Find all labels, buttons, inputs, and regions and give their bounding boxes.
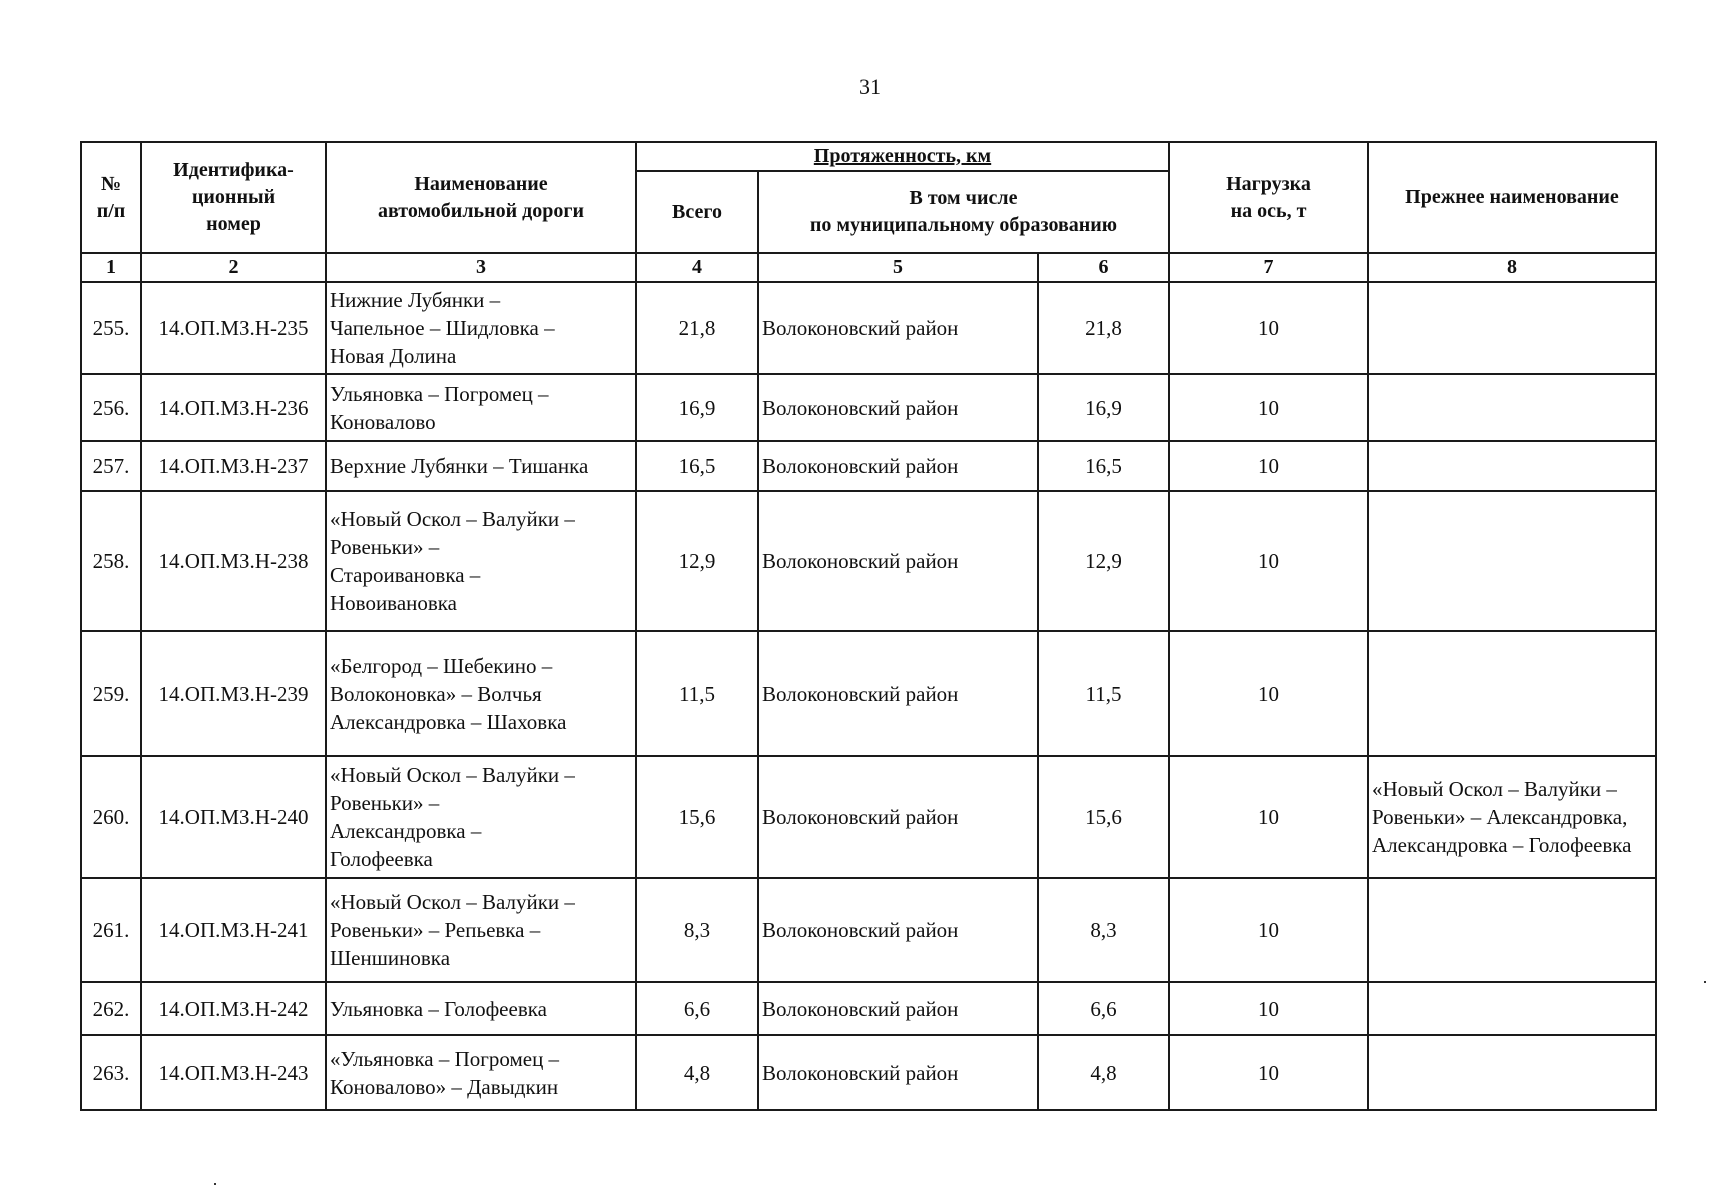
table-row bbox=[81, 756, 1656, 878]
axle-load: 10 bbox=[1169, 441, 1368, 491]
length-total: 21,8 bbox=[636, 282, 758, 374]
road-id: 14.ОП.МЗ.Н-240 bbox=[141, 756, 326, 878]
district-length: 21,8 bbox=[1038, 282, 1169, 374]
axle-load: 10 bbox=[1169, 756, 1368, 878]
table-body bbox=[81, 282, 1656, 1110]
road-name: Ульяновка – Голофеевка bbox=[326, 982, 636, 1035]
header-id: Идентифика- ционный номер bbox=[141, 142, 326, 253]
district-length: 15,6 bbox=[1038, 756, 1169, 878]
district-length: 11,5 bbox=[1038, 631, 1169, 756]
table-row bbox=[81, 491, 1656, 631]
previous-name bbox=[1368, 491, 1656, 631]
table-row bbox=[81, 374, 1656, 441]
previous-name bbox=[1368, 374, 1656, 441]
axle-load: 10 bbox=[1169, 282, 1368, 374]
length-total: 16,9 bbox=[636, 374, 758, 441]
road-name: «Новый Оскол – Валуйки – Ровеньки» – Александровка – Голофеевка bbox=[326, 756, 636, 878]
column-number: 8 bbox=[1368, 253, 1656, 282]
header-length-group-label: Протяженность, км bbox=[813, 145, 992, 167]
page-number: 31 bbox=[859, 74, 881, 99]
header-axle-load: Нагрузка на ось, т bbox=[1169, 142, 1368, 253]
road-id: 14.ОП.МЗ.Н-236 bbox=[141, 374, 326, 441]
district-name: Волоконовский район bbox=[758, 374, 1038, 441]
row-number: 262. bbox=[81, 982, 141, 1035]
road-name: «Ульяновка – Погромец – Коновалово» – Давыдкин bbox=[326, 1035, 636, 1110]
header-num: № п/п bbox=[81, 142, 141, 253]
axle-load: 10 bbox=[1169, 982, 1368, 1035]
scan-speck bbox=[214, 1183, 216, 1185]
road-id: 14.ОП.МЗ.Н-241 bbox=[141, 878, 326, 982]
previous-name bbox=[1368, 631, 1656, 756]
table-row bbox=[81, 1035, 1656, 1110]
row-number: 259. bbox=[81, 631, 141, 756]
road-id: 14.ОП.МЗ.Н-238 bbox=[141, 491, 326, 631]
row-number: 258. bbox=[81, 491, 141, 631]
axle-load: 10 bbox=[1169, 374, 1368, 441]
district-length: 8,3 bbox=[1038, 878, 1169, 982]
previous-name bbox=[1368, 282, 1656, 374]
table-row bbox=[81, 878, 1656, 982]
axle-load: 10 bbox=[1169, 631, 1368, 756]
length-total: 16,5 bbox=[636, 441, 758, 491]
district-name: Волоконовский район bbox=[758, 982, 1038, 1035]
roads-table bbox=[80, 141, 1657, 1111]
district-name: Волоконовский район bbox=[758, 878, 1038, 982]
row-number: 263. bbox=[81, 1035, 141, 1110]
road-name: «Новый Оскол – Валуйки – Ровеньки» – Репьевка – Шеншиновка bbox=[326, 878, 636, 982]
column-number: 6 bbox=[1038, 253, 1169, 282]
column-number-row bbox=[81, 253, 1656, 282]
axle-load: 10 bbox=[1169, 1035, 1368, 1110]
district-name: Волоконовский район bbox=[758, 282, 1038, 374]
road-name: Верхние Лубянки – Тишанка bbox=[326, 441, 636, 491]
road-name: «Новый Оскол – Валуйки – Ровеньки» – Староивановка – Новоивановка bbox=[326, 491, 636, 631]
row-number: 257. bbox=[81, 441, 141, 491]
district-length: 16,5 bbox=[1038, 441, 1169, 491]
previous-name bbox=[1368, 878, 1656, 982]
table-row bbox=[81, 441, 1656, 491]
header-length-group bbox=[636, 142, 1169, 171]
row-number: 261. bbox=[81, 878, 141, 982]
district-length: 12,9 bbox=[1038, 491, 1169, 631]
district-name: Волоконовский район bbox=[758, 756, 1038, 878]
table-row bbox=[81, 982, 1656, 1035]
district-length: 4,8 bbox=[1038, 1035, 1169, 1110]
road-id: 14.ОП.МЗ.Н-235 bbox=[141, 282, 326, 374]
row-number: 255. bbox=[81, 282, 141, 374]
road-id: 14.ОП.МЗ.Н-243 bbox=[141, 1035, 326, 1110]
header-total: Всего bbox=[636, 171, 758, 253]
column-number: 5 bbox=[758, 253, 1038, 282]
road-name: Ульяновка – Погромец – Коновалово bbox=[326, 374, 636, 441]
length-total: 15,6 bbox=[636, 756, 758, 878]
axle-load: 10 bbox=[1169, 491, 1368, 631]
column-number: 7 bbox=[1169, 253, 1368, 282]
district-name: Волоконовский район bbox=[758, 1035, 1038, 1110]
previous-name bbox=[1368, 982, 1656, 1035]
row-number: 260. bbox=[81, 756, 141, 878]
header-road-name: Наименование автомобильной дороги bbox=[326, 142, 636, 253]
previous-name bbox=[1368, 441, 1656, 491]
length-total: 11,5 bbox=[636, 631, 758, 756]
column-number: 3 bbox=[326, 253, 636, 282]
district-name: Волоконовский район bbox=[758, 631, 1038, 756]
length-total: 12,9 bbox=[636, 491, 758, 631]
table-row bbox=[81, 631, 1656, 756]
district-name: Волоконовский район bbox=[758, 491, 1038, 631]
district-length: 6,6 bbox=[1038, 982, 1169, 1035]
district-name: Волоконовский район bbox=[758, 441, 1038, 491]
table-row bbox=[81, 282, 1656, 374]
previous-name: «Новый Оскол – Валуйки – Ровеньки» – Александровка, Александровка – Голофеевка bbox=[1368, 756, 1656, 878]
road-id: 14.ОП.МЗ.Н-242 bbox=[141, 982, 326, 1035]
district-length: 16,9 bbox=[1038, 374, 1169, 441]
road-id: 14.ОП.МЗ.Н-237 bbox=[141, 441, 326, 491]
column-number: 1 bbox=[81, 253, 141, 282]
road-name: «Белгород – Шебекино – Волоконовка» – Волчья Александровка – Шаховка bbox=[326, 631, 636, 756]
column-number: 2 bbox=[141, 253, 326, 282]
scan-speck bbox=[1704, 981, 1706, 983]
road-id: 14.ОП.МЗ.Н-239 bbox=[141, 631, 326, 756]
axle-load: 10 bbox=[1169, 878, 1368, 982]
length-total: 4,8 bbox=[636, 1035, 758, 1110]
previous-name bbox=[1368, 1035, 1656, 1110]
header-previous-name: Прежнее наименование bbox=[1368, 142, 1656, 253]
road-name: Нижние Лубянки – Чапельное – Шидловка – Новая Долина bbox=[326, 282, 636, 374]
header-municipal: В том числе по муниципальному образованию bbox=[758, 171, 1169, 253]
column-number: 4 bbox=[636, 253, 758, 282]
length-total: 8,3 bbox=[636, 878, 758, 982]
length-total: 6,6 bbox=[636, 982, 758, 1035]
row-number: 256. bbox=[81, 374, 141, 441]
